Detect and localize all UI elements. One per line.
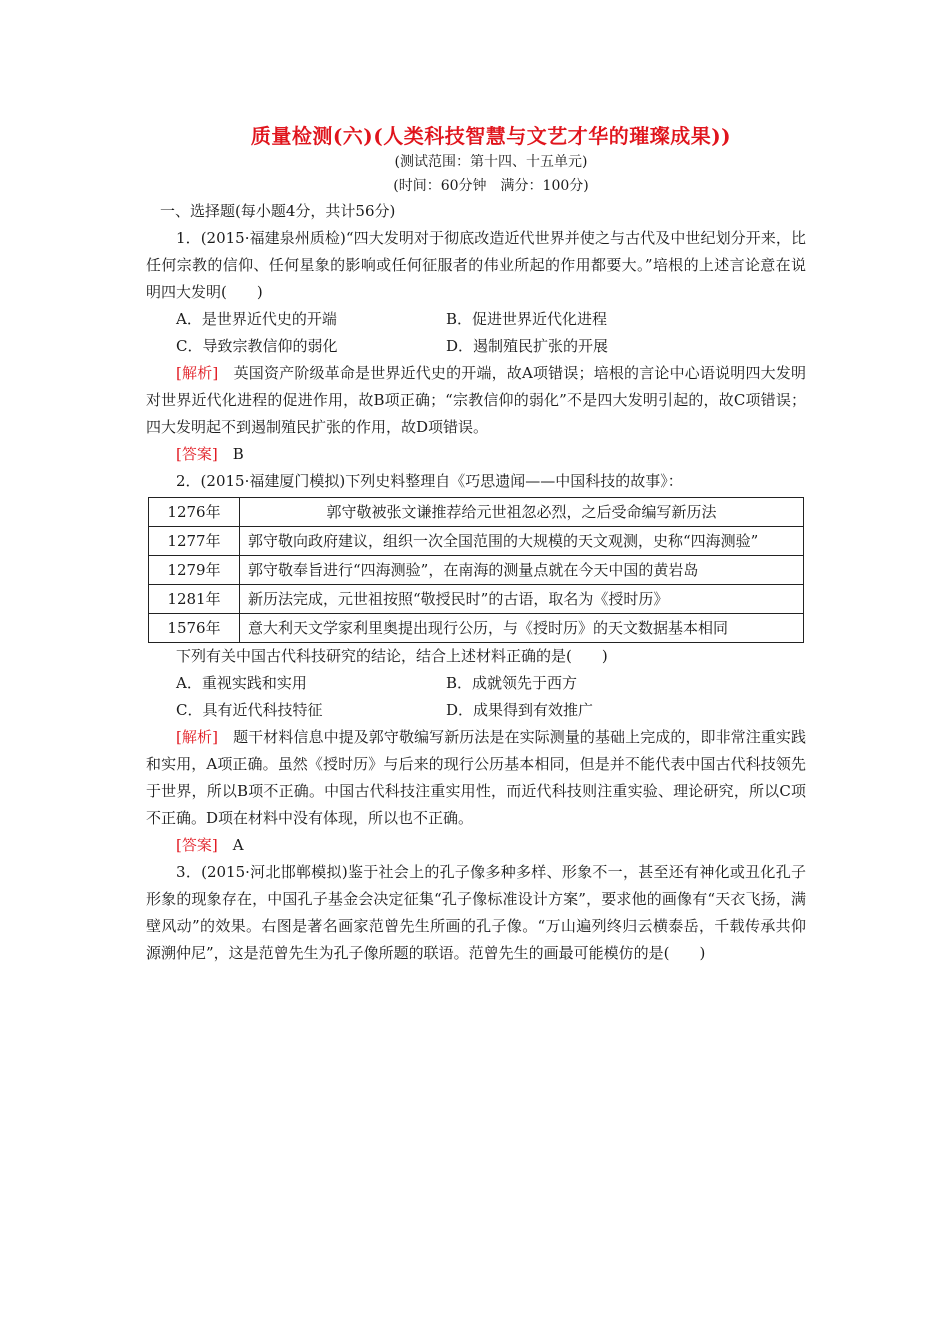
table-cell-event: 郭守敬向政府建议，组织一次全国范围的大规模的天文观测，史称“四海测验” <box>240 527 804 556</box>
question-3-stem: 3．(2015·河北邯郸模拟)鉴于社会上的孔子像多种多样、形象不一，甚至还有神化或丑化孔子形象的现象存在，中国孔子基金会决定征集“孔子像标准设计方案”，要求他的画像有“天衣飞扬，满壁风动”的效果。右图是著名画家范曾先生所画的孔子像。“万山遍列终归云横泰岳，千载传承共仰源溯仲尼”，这是范曾先生为孔子像所题的联语。范曾先生的画最可能模仿的是( ) <box>146 863 806 962</box>
question-1-analysis <box>146 360 806 441</box>
table-row <box>149 585 804 614</box>
table-cell-year: 1277年 <box>149 527 240 556</box>
table-row <box>149 527 804 556</box>
q2-option-a: A．重视实践和实用 <box>176 674 307 692</box>
document-page <box>146 122 806 967</box>
table-cell-event: 新历法完成，元世祖按照“敬授民时”的古语，取名为《授时历》 <box>240 585 804 614</box>
q1-option-a: A．是世界近代史的开端 <box>176 310 337 328</box>
analysis-tag: [解析] <box>176 728 218 746</box>
table-cell-event: 郭守敬被张文谦推荐给元世祖忽必烈，之后受命编写新历法 <box>240 498 804 527</box>
table-cell-year: 1281年 <box>149 585 240 614</box>
answer-tag: [答案] <box>176 445 218 463</box>
analysis-text: 题干材料信息中提及郭守敬编写新历法是在实际测量的基础上完成的，即非常注重实践和实用，A项正确。虽然《授时历》与后来的现行公历基本相同，但是并不能代表中国古代科技领先于世界，所以B项不正确。中国古代科技注重实用性，而近代科技则注重实验、理论研究，所以C项不正确。D项在材料中没有体现，所以也不正确。 <box>146 728 806 827</box>
table-row <box>149 614 804 643</box>
table-cell-year: 1279年 <box>149 556 240 585</box>
table-cell-event: 郭守敬奉旨进行“四海测验”，在南海的测量点就在今天中国的黄岩岛 <box>240 556 804 585</box>
q1-option-d: D．遏制殖民扩张的开展 <box>446 337 609 355</box>
q1-option-c: C．导致宗教信仰的弱化 <box>176 337 338 355</box>
q1-option-b: B．促进世界近代化进程 <box>446 310 608 328</box>
answer-value: B <box>217 445 244 463</box>
table-cell-year: 1576年 <box>149 614 240 643</box>
table-cell-event: 意大利天文学家利里奥提出现行公历，与《授时历》的天文数据基本相同 <box>240 614 804 643</box>
test-scope: (测试范围：第十四、十五单元) <box>394 154 588 170</box>
table-cell-year: 1276年 <box>149 498 240 527</box>
q2-option-c: C．具有近代科技特征 <box>176 701 323 719</box>
document-title: 质量检测(六)(人类科技智慧与文艺才华的璀璨成果)) <box>250 124 732 148</box>
table-row <box>149 498 804 527</box>
question-2-question: 下列有关中国古代科技研究的结论，结合上述材料正确的是( ) <box>176 647 608 665</box>
answer-value: A <box>217 836 244 854</box>
table-row <box>149 556 804 585</box>
question-1-options <box>146 306 806 360</box>
question-2-answer <box>146 832 806 859</box>
history-table <box>148 497 804 643</box>
analysis-text: 英国资产阶级革命是世界近代史的开端，故A项错误；培根的言论中心语说明四大发明对世界近代化进程的促进作用，故B项正确；“宗教信仰的弱化”不是四大发明引起的，故C项错误；四大发明起不到遏制殖民扩张的作用，故D项错误。 <box>146 364 806 436</box>
question-1-answer <box>146 441 806 468</box>
q2-option-b: B．成就领先于西方 <box>446 674 578 692</box>
question-2-analysis <box>146 724 806 832</box>
analysis-tag: [解析] <box>176 364 219 382</box>
section-heading: 一、选择题(每小题4分，共计56分) <box>160 202 396 220</box>
test-time: (时间：60分钟 满分：100分) <box>393 178 589 194</box>
q2-option-d: D．成果得到有效推广 <box>446 701 594 719</box>
answer-tag: [答案] <box>176 836 218 854</box>
question-2-stem: 2．(2015·福建厦门模拟)下列史料整理自《巧思遗闻——中国科技的故事》： <box>176 472 683 490</box>
question-2-options <box>146 670 806 724</box>
question-1-stem: 1．(2015·福建泉州质检)“四大发明对于彻底改造近代世界并使之与古代及中世纪划分开来，比任何宗教的信仰、任何星象的影响或任何征服者的伟业所起的作用都要大。”培根的上述言论意在说明四大发明( ) <box>146 229 806 301</box>
